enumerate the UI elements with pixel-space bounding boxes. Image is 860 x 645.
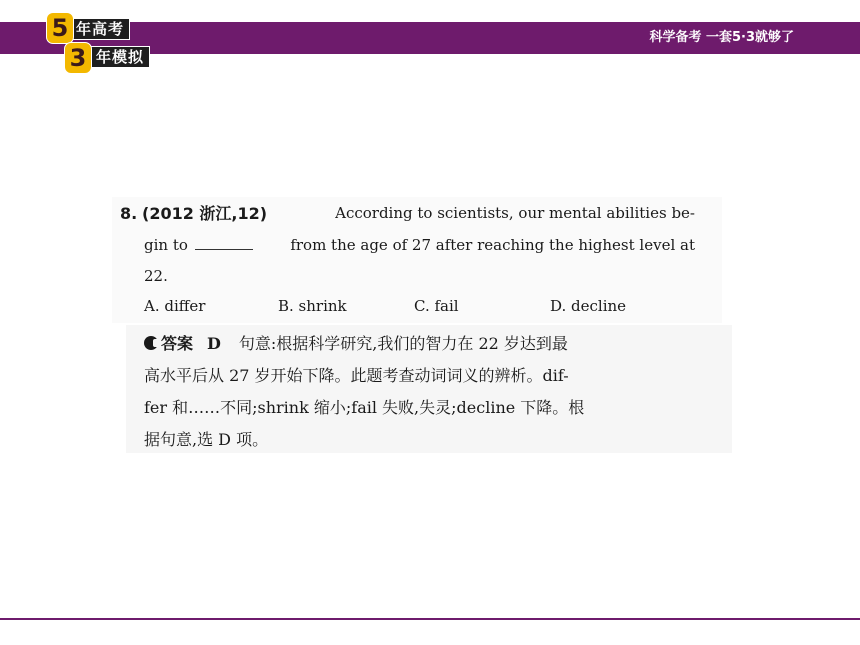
brand-logo bbox=[46, 12, 168, 74]
logo-number-three: 3 bbox=[64, 42, 92, 74]
question-text-2a: gin to bbox=[144, 236, 188, 254]
answer-label: 答案 bbox=[161, 334, 194, 353]
logo-top-text: 年高考 bbox=[70, 18, 130, 40]
question-source: (2012 浙江,12) bbox=[142, 204, 268, 223]
footer-divider bbox=[0, 618, 860, 620]
question-text-1: According to scientists, our mental abilities be- bbox=[335, 204, 695, 222]
answer-block bbox=[144, 328, 692, 456]
question-number: 8. bbox=[120, 204, 138, 223]
answer-line-1 bbox=[144, 328, 692, 360]
answer-blank bbox=[195, 235, 253, 250]
answer-line-3: fer 和……不同;shrink 缩小;fail 失败,失灵;decline 下降。根 bbox=[144, 398, 585, 417]
answer-line-4: 据句意,选 D 项。 bbox=[144, 430, 269, 449]
logo-bottom-text: 年模拟 bbox=[90, 46, 150, 68]
question-line-3: 22. bbox=[144, 267, 168, 285]
question-text-2b: from the age of 27 after reaching the highest level at bbox=[290, 236, 695, 254]
logo-number-five: 5 bbox=[46, 12, 74, 44]
option-b: B. shrink bbox=[278, 297, 347, 315]
option-a: A. differ bbox=[144, 297, 206, 315]
question-block bbox=[120, 198, 695, 292]
header-slogan: 科学备考 一套5·3就够了 bbox=[649, 30, 794, 45]
answer-line-2: 高水平后从 27 岁开始下降。此题考查动词词义的辨析。dif- bbox=[144, 366, 569, 385]
question-line-2 bbox=[120, 230, 695, 261]
option-c: C. fail bbox=[414, 297, 459, 315]
answer-text-1: 句意:根据科学研究,我们的智力在 22 岁达到最 bbox=[238, 334, 568, 353]
answer-key: D bbox=[207, 334, 221, 353]
answer-icon bbox=[144, 336, 158, 350]
question-line-1 bbox=[120, 198, 695, 230]
option-d: D. decline bbox=[550, 297, 627, 315]
